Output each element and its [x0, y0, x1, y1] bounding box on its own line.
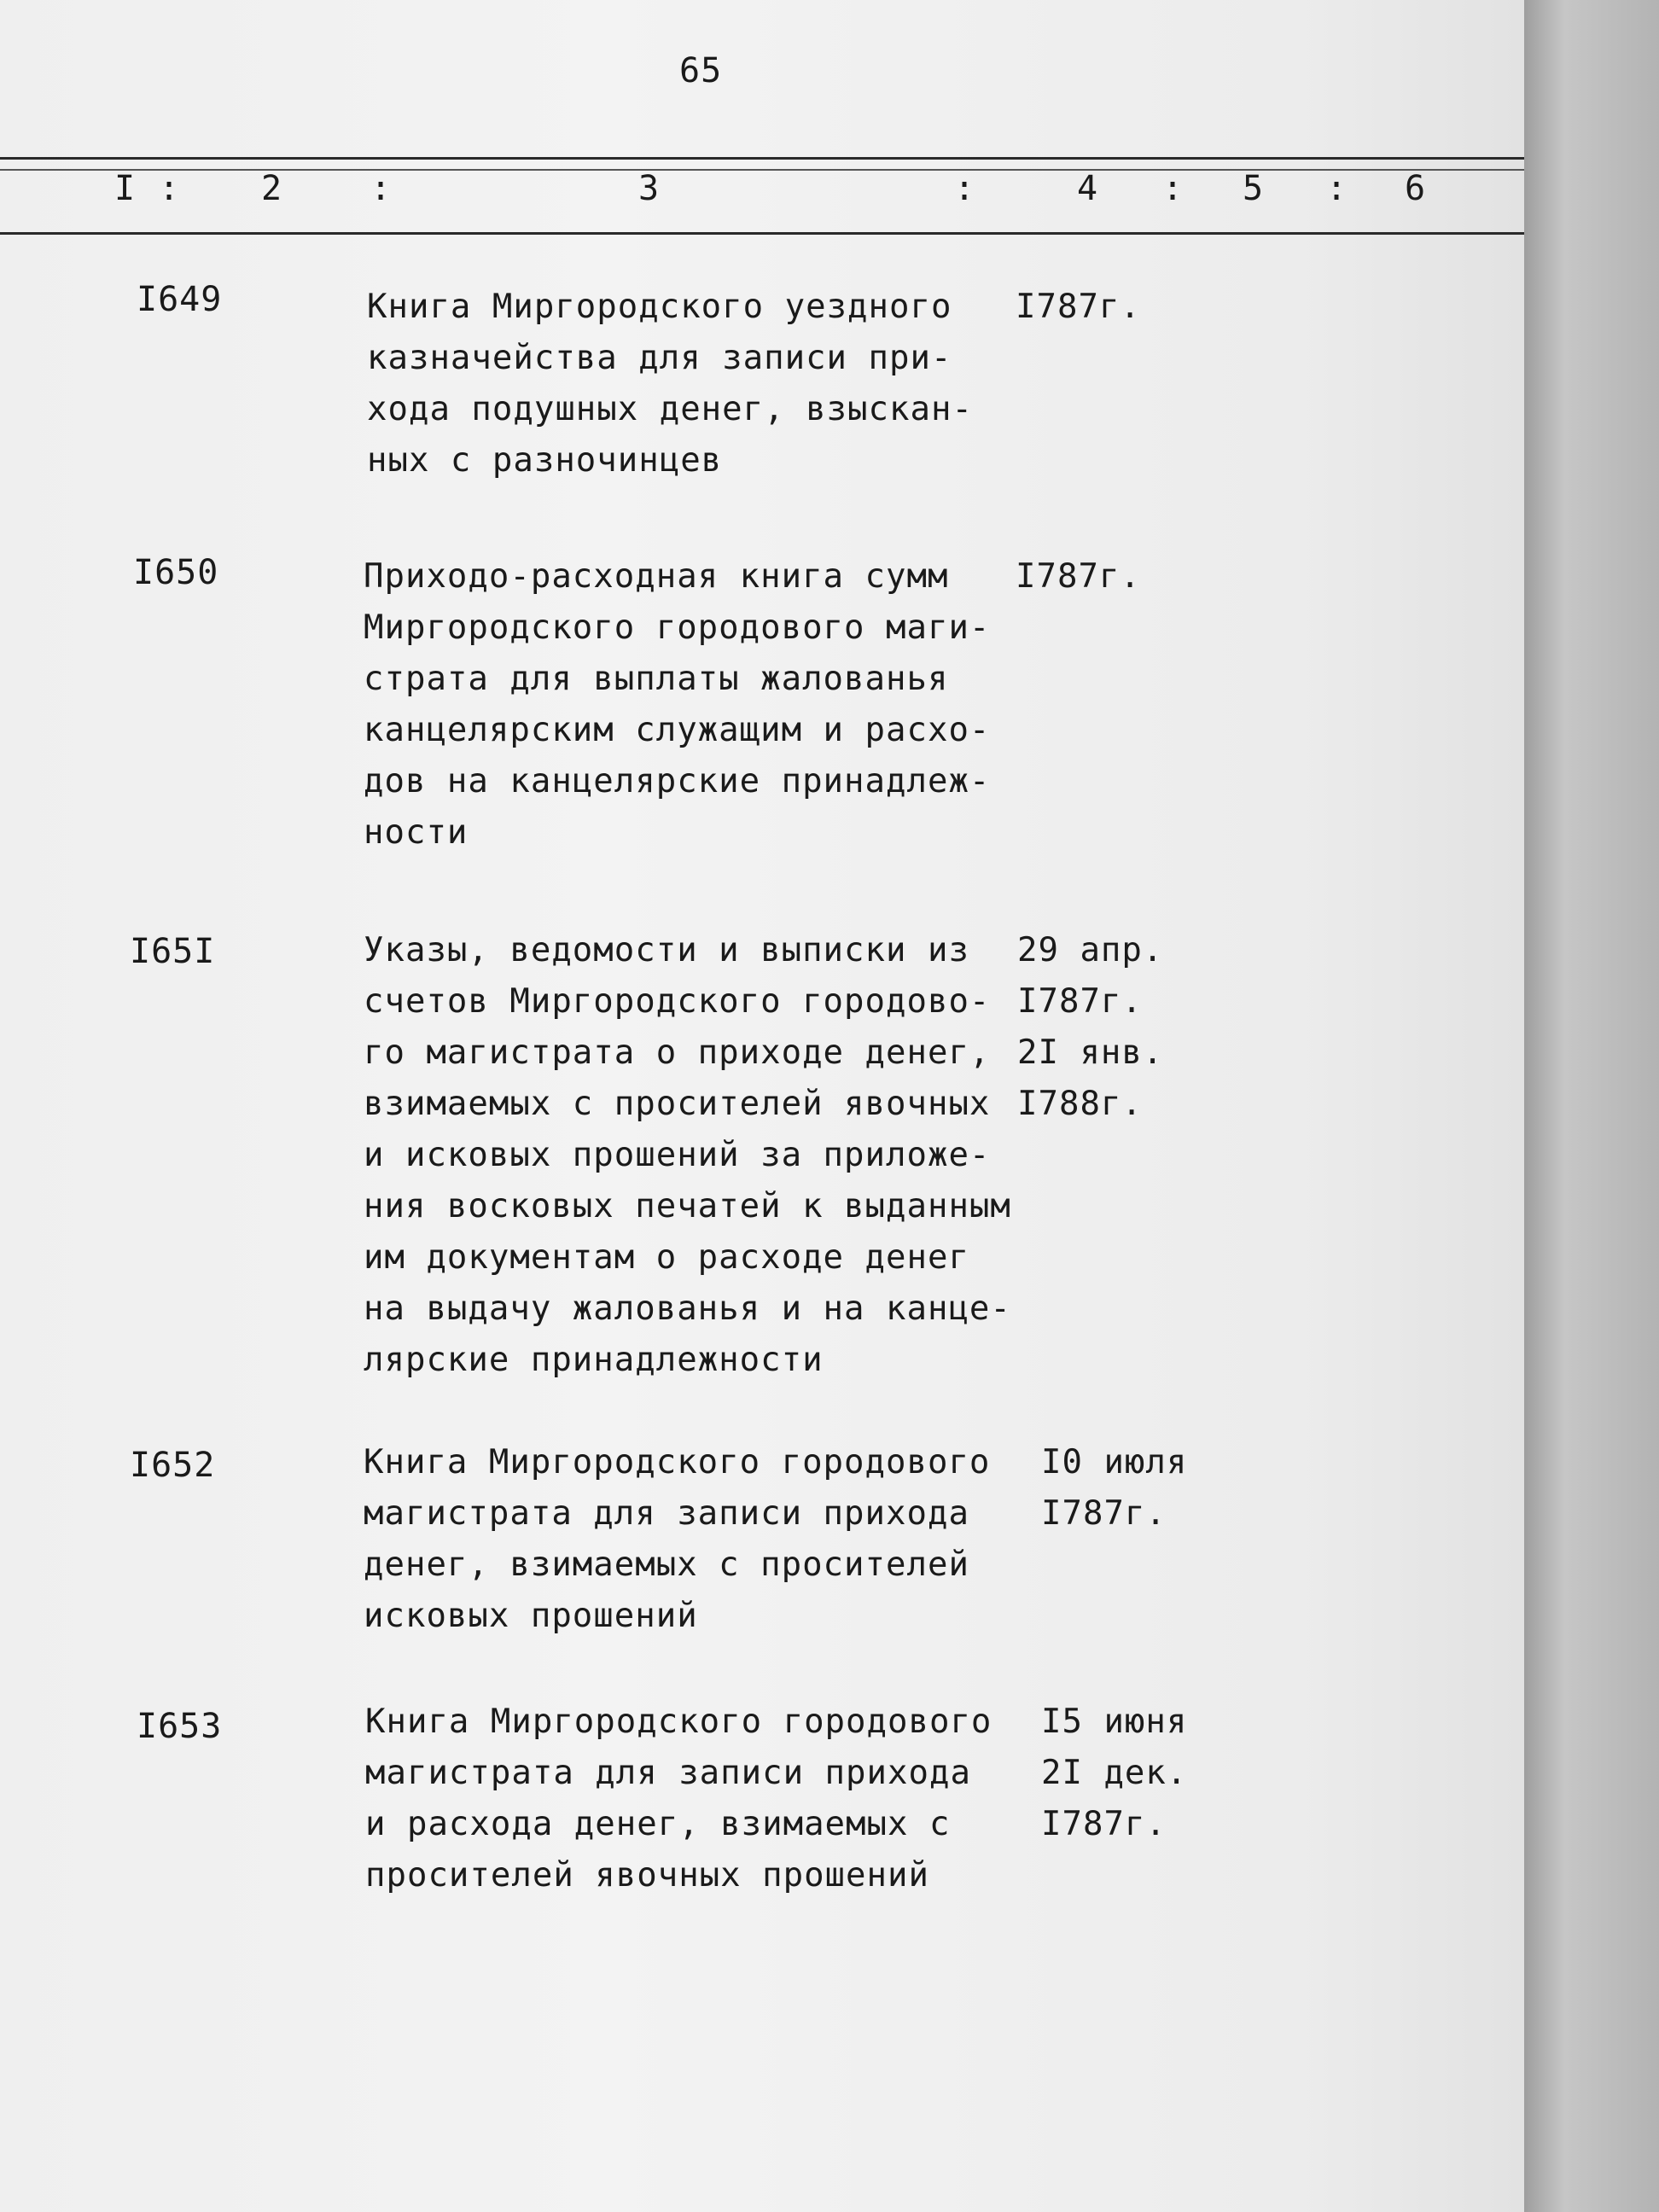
- entry-number: I653: [137, 1707, 223, 1746]
- description-line: ных с разночинцев: [367, 441, 723, 480]
- description-line: и исковых прошений за приложе-: [364, 1136, 991, 1174]
- description-line: страта для выплаты жалованья: [364, 660, 949, 698]
- column-separator: :: [159, 169, 180, 208]
- date-line: I788г.: [1017, 1085, 1143, 1123]
- description-line: взимаемых с просителей явочных: [364, 1085, 991, 1123]
- column-separator: :: [954, 169, 975, 208]
- description-line: канцелярским служащим и расхо-: [364, 711, 991, 749]
- date-line: I787г.: [1041, 1805, 1167, 1843]
- description-line: дов на канцелярские принадлеж-: [364, 762, 991, 800]
- entry-description: [364, 551, 990, 859]
- column-header-5: 5: [1243, 169, 1264, 208]
- column-header-3: 3: [638, 169, 660, 208]
- description-line: го магистрата о приходе денег,: [364, 1033, 991, 1072]
- entry-number: I649: [137, 280, 223, 319]
- entry-description: [364, 1437, 990, 1642]
- entry-number: I65I: [130, 932, 216, 971]
- description-line: казначейства для записи при-: [367, 339, 952, 377]
- entry-number: I650: [133, 553, 219, 592]
- column-header-6: 6: [1405, 169, 1426, 208]
- description-line: просителей явочных прошений: [365, 1856, 929, 1895]
- column-separator: :: [1326, 169, 1348, 208]
- description-line: им документам о расходе денег: [364, 1238, 969, 1277]
- column-separator: :: [370, 169, 392, 208]
- description-line: ния восковых печатей к выданным: [364, 1187, 1011, 1225]
- column-separator: :: [1162, 169, 1184, 208]
- description-line: магистрата для записи прихода: [365, 1754, 971, 1792]
- description-line: на выдачу жалованья и на канце-: [364, 1289, 1011, 1328]
- date-line: I787г.: [1017, 982, 1143, 1021]
- entry-dates: [1041, 1697, 1187, 1850]
- description-line: Книга Миргородского городового: [365, 1703, 992, 1741]
- description-line: Приходо-расходная книга сумм: [364, 557, 949, 596]
- description-line: ности: [364, 813, 469, 852]
- entry-dates: [1016, 551, 1141, 602]
- entry-dates: [1017, 925, 1163, 1130]
- date-line: I787г.: [1016, 557, 1141, 596]
- page-edge-shadow: [1524, 0, 1659, 2212]
- description-line: Книга Миргородского уездного: [367, 288, 952, 326]
- date-line: I5 июня: [1041, 1703, 1188, 1741]
- page-number: 65: [679, 51, 723, 90]
- date-line: 2I дек.: [1041, 1754, 1188, 1792]
- description-line: Книга Миргородского городового: [364, 1443, 991, 1481]
- header-rule-top: [0, 157, 1524, 160]
- description-line: Миргородского городового маги-: [364, 608, 991, 647]
- entry-number: I652: [130, 1446, 216, 1485]
- header-rule-top-inner: [0, 169, 1524, 171]
- entry-description: [367, 282, 973, 486]
- description-line: денег, взимаемых с просителей: [364, 1545, 969, 1584]
- entry-dates: [1016, 282, 1141, 333]
- date-line: I787г.: [1041, 1494, 1167, 1533]
- column-header-1: I: [114, 169, 136, 208]
- column-header-4: 4: [1077, 169, 1098, 208]
- description-line: исковых прошений: [364, 1597, 698, 1635]
- description-line: магистрата для записи прихода: [364, 1494, 969, 1533]
- description-line: лярские принадлежности: [364, 1341, 824, 1379]
- header-rule-bottom: [0, 232, 1524, 235]
- description-line: Указы, ведомости и выписки из: [364, 931, 969, 969]
- entry-description: [364, 925, 1011, 1386]
- entry-description: [365, 1697, 992, 1901]
- date-line: 2I янв.: [1017, 1033, 1164, 1072]
- entry-dates: [1041, 1437, 1187, 1540]
- description-line: и расхода денег, взимаемых с: [365, 1805, 951, 1843]
- date-line: 29 апр.: [1017, 931, 1164, 969]
- date-line: I787г.: [1016, 288, 1141, 326]
- description-line: счетов Миргородского городово-: [364, 982, 991, 1021]
- date-line: I0 июля: [1041, 1443, 1188, 1481]
- description-line: хода подушных денег, взыскан-: [367, 390, 973, 428]
- column-header-2: 2: [261, 169, 282, 208]
